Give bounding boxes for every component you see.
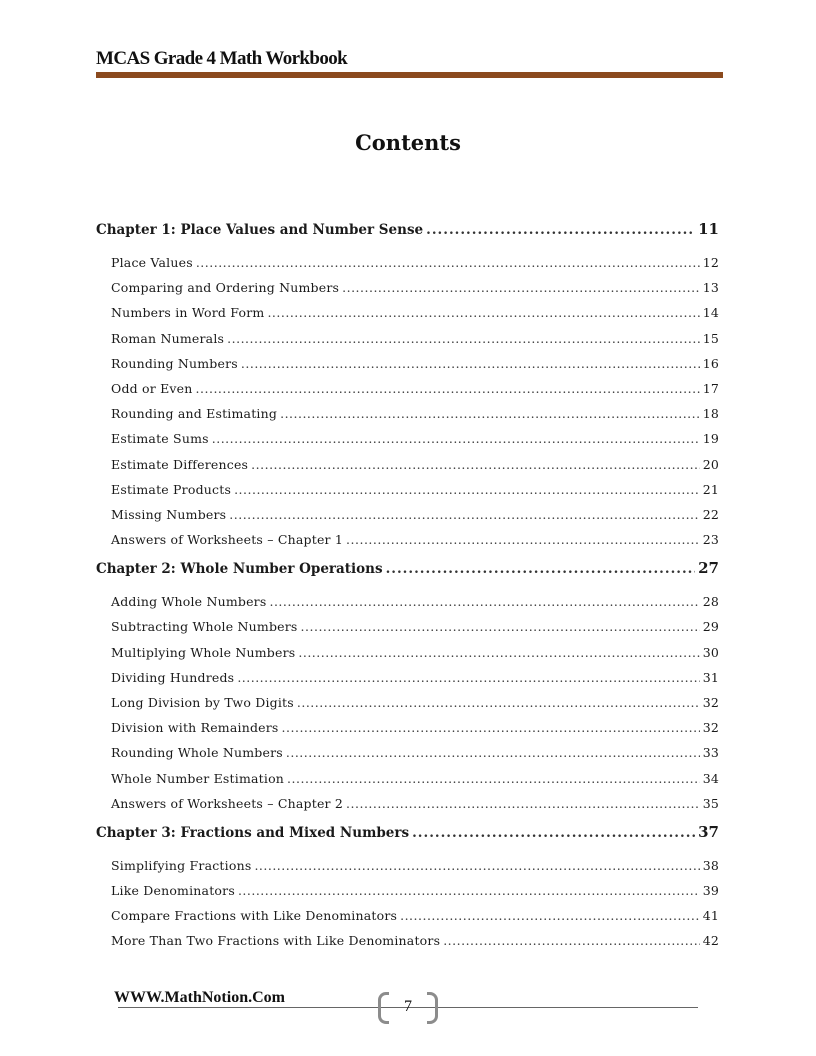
toc-entry-page: 32 bbox=[702, 695, 719, 710]
toc-entry-title: Chapter 3: Fractions and Mixed Numbers bbox=[96, 824, 410, 841]
dot-leader bbox=[227, 331, 700, 346]
toc-entry-title: Rounding Whole Numbers bbox=[111, 745, 283, 761]
toc-entry-page: 12 bbox=[702, 255, 719, 270]
dot-leader bbox=[287, 771, 700, 786]
dot-leader bbox=[238, 883, 700, 898]
toc-entry-page: 15 bbox=[702, 330, 719, 346]
dot-leader bbox=[301, 619, 700, 634]
dot-leader bbox=[251, 457, 700, 472]
toc-entry-title: Simplifying Fractions bbox=[111, 857, 252, 873]
toc-section-entry bbox=[111, 331, 719, 346]
toc-section-entry bbox=[111, 883, 719, 898]
toc-entry-title: Comparing and Ordering Numbers bbox=[111, 280, 340, 296]
dot-leader bbox=[346, 796, 700, 811]
toc-entry-title: Estimate Differences bbox=[111, 456, 249, 472]
toc-entry-title: Whole Number Estimation bbox=[111, 770, 285, 786]
toc-section-entry bbox=[111, 771, 719, 786]
toc-section-entry bbox=[111, 457, 719, 472]
toc-entry-title: Like Denominators bbox=[111, 883, 235, 898]
toc-entry-title: Roman Numerals bbox=[111, 330, 225, 346]
toc-section-entry bbox=[111, 255, 719, 270]
toc-entry-title: Chapter 1: Place Values and Number Sense bbox=[96, 222, 424, 238]
toc-section-entry bbox=[111, 305, 719, 320]
toc-entry-page: 18 bbox=[702, 406, 719, 422]
toc-entry-page: 14 bbox=[702, 305, 719, 321]
toc-entry-page: 23 bbox=[702, 532, 719, 548]
toc-entry-page: 33 bbox=[702, 745, 719, 761]
dot-leader bbox=[280, 406, 700, 421]
toc-section-entry bbox=[111, 619, 719, 634]
toc-section-entry bbox=[111, 858, 719, 873]
dot-leader bbox=[297, 695, 700, 710]
toc-entry-page: 28 bbox=[702, 594, 719, 610]
dot-leader bbox=[282, 720, 700, 735]
toc-entry-title: Compare Fractions with Like Denominators bbox=[111, 908, 398, 924]
toc-chapter-entry bbox=[96, 220, 719, 238]
dot-leader bbox=[386, 561, 696, 577]
toc-entry-page: 11 bbox=[698, 220, 719, 238]
toc-chapter-entry bbox=[96, 823, 719, 841]
toc-entry-title: Subtracting Whole Numbers bbox=[111, 619, 298, 635]
header-rule bbox=[96, 72, 723, 78]
toc-chapter-entry bbox=[96, 559, 719, 577]
toc-entry-title: Chapter 2: Whole Number Operations bbox=[96, 561, 383, 578]
page-title: Contents bbox=[355, 130, 461, 155]
dot-leader bbox=[426, 222, 695, 238]
toc-section-entry bbox=[111, 645, 719, 660]
toc-entry-page: 39 bbox=[702, 883, 719, 898]
toc-entry-page: 17 bbox=[702, 381, 719, 396]
toc-entry-title: Rounding Numbers bbox=[111, 355, 238, 371]
dot-leader bbox=[196, 255, 700, 270]
toc-entry-title: Missing Numbers bbox=[111, 507, 227, 522]
toc-section-entry bbox=[111, 670, 719, 685]
toc-section-entry bbox=[111, 796, 719, 811]
toc-entry-page: 21 bbox=[702, 481, 719, 497]
toc-entry-page: 31 bbox=[702, 669, 719, 685]
dot-leader bbox=[254, 858, 699, 873]
dot-leader bbox=[400, 908, 700, 923]
toc-entry-title: Answers of Worksheets – Chapter 1 bbox=[111, 532, 344, 548]
toc-entry-page: 35 bbox=[702, 795, 719, 811]
toc-entry-page: 37 bbox=[698, 822, 719, 841]
toc-entry-title: Division with Remainders bbox=[111, 720, 279, 736]
toc-entry-page: 29 bbox=[702, 619, 719, 635]
footer-website: WWW.MathNotion.Com bbox=[114, 989, 285, 1006]
dot-leader bbox=[443, 933, 699, 948]
toc-entry-title: Long Division by Two Digits bbox=[111, 695, 294, 710]
toc-entry-page: 20 bbox=[702, 456, 719, 472]
toc-entry-page: 22 bbox=[702, 507, 719, 522]
toc-entry-title: More Than Two Fractions with Like Denominators bbox=[111, 933, 441, 949]
dot-leader bbox=[298, 645, 699, 660]
dot-leader bbox=[212, 431, 700, 446]
toc-entry-page: 42 bbox=[702, 933, 719, 949]
toc-entry-title: Rounding and Estimating bbox=[111, 406, 278, 422]
toc-entry-page: 30 bbox=[702, 644, 719, 660]
toc-entry-page: 34 bbox=[702, 770, 719, 786]
toc-section-entry bbox=[111, 720, 719, 735]
toc-section-entry bbox=[111, 406, 719, 421]
toc-entry-title: Adding Whole Numbers bbox=[111, 594, 267, 610]
toc-section-entry bbox=[111, 431, 719, 446]
toc-entry-title: Dividing Hundreds bbox=[111, 669, 235, 685]
toc-entry-page: 32 bbox=[702, 720, 719, 736]
dot-leader bbox=[286, 745, 700, 760]
dot-leader bbox=[229, 507, 699, 522]
toc-entry-title: Odd or Even bbox=[111, 381, 193, 396]
toc-entry-title: Numbers in Word Form bbox=[111, 305, 265, 321]
toc-section-entry bbox=[111, 381, 719, 396]
dot-leader bbox=[241, 356, 700, 371]
dot-leader bbox=[269, 594, 699, 609]
page-number: 7 bbox=[404, 998, 412, 1015]
dot-leader bbox=[196, 381, 700, 396]
toc-entry-page: 41 bbox=[702, 908, 719, 924]
dot-leader bbox=[234, 482, 700, 497]
toc-section-entry bbox=[111, 695, 719, 710]
toc-entry-title: Estimate Products bbox=[111, 481, 232, 497]
toc-section-entry bbox=[111, 532, 719, 547]
toc-section-entry bbox=[111, 356, 719, 371]
dot-leader bbox=[412, 825, 695, 841]
dot-leader bbox=[342, 280, 700, 295]
toc-entry-title: Answers of Worksheets – Chapter 2 bbox=[111, 795, 344, 811]
toc-entry-title: Estimate Sums bbox=[111, 431, 209, 447]
toc-section-entry bbox=[111, 507, 719, 522]
toc-entry-page: 38 bbox=[702, 857, 719, 873]
toc-entry-page: 16 bbox=[702, 355, 719, 371]
toc-section-entry bbox=[111, 933, 719, 948]
dot-leader bbox=[267, 305, 699, 320]
workbook-title: MCAS Grade 4 Math Workbook bbox=[96, 48, 348, 69]
toc-section-entry bbox=[111, 594, 719, 609]
page-number-box bbox=[378, 992, 438, 1022]
toc-entry-title: Multiplying Whole Numbers bbox=[111, 644, 296, 660]
toc-section-entry bbox=[111, 745, 719, 760]
toc-section-entry bbox=[111, 908, 719, 923]
toc-section-entry bbox=[111, 280, 719, 295]
toc-entry-page: 27 bbox=[698, 559, 719, 578]
dot-leader bbox=[346, 532, 700, 547]
toc-section-entry bbox=[111, 482, 719, 497]
toc-entry-page: 19 bbox=[702, 431, 719, 447]
dot-leader bbox=[237, 670, 699, 685]
toc-entry-title: Place Values bbox=[111, 255, 193, 270]
toc-entry-page: 13 bbox=[702, 280, 719, 296]
